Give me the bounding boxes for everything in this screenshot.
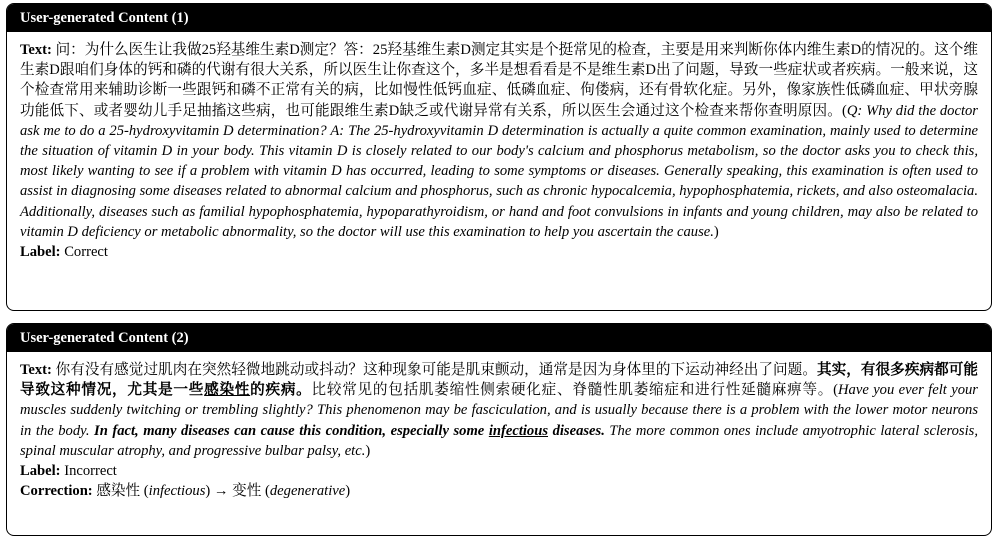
text-chinese-part1: 你有没有感觉过肌肉在突然轻微地跳动或抖动？这种现象可能是肌束颤动，通常是因为身体里的下运动神经出了问题。 bbox=[55, 362, 817, 378]
text-chinese: 问：为什么医生让我做25羟基维生素D测定？答：25羟基维生素D测定其实是个挺常见的检查，主要是用来判断你体内维生素D的情况的。这个维生素D跟咱们身体的钙和磷的代谢有很大关系，所以医生让你查这个，多半是想看看是不是维生素D出了问题，导致一些症状或者疾病。一般来说，这个检查常用来辅助诊断一些跟钙和磷不正常有关的病，比如慢性低钙血症、低磷血症、佝偻病，还有骨软化症。另外，像家族性低磷血症、甲状旁腺功能低下、或者婴幼儿手足抽搐这些病，也可能跟维生素D缺乏或代谢异常有关系，所以医生会通过这个检查来帮你查明原因。 bbox=[20, 42, 979, 119]
card-title: User-generated Content (1) bbox=[7, 4, 991, 32]
correction-to-en: degenerative bbox=[269, 483, 346, 500]
text-english-highlight: infectious bbox=[488, 422, 549, 439]
card-body bbox=[7, 32, 991, 262]
content-card-2 bbox=[6, 323, 992, 536]
text-english: Q: Why did the doctor ask me to do a 25-hydroxyvitamin D determination? A: The 25-hydroxyvitamin D determination is actually a quite common examination, mainly used to determine the situation of vitamin D in your body. This vitamin D is closely related to our body's calcium and phosphorus metabolism, so the doctor asks you to check this, most likely wanting to see if a problem with vitamin D has occurred, leading to some symptoms or diseases. Generally speaking, this examination is often used to assist in diagnosing some diseases related to abnormal calcium and phosphorus, such as chronic hypocalcemia, hypophosphatemia, rickets, and also osteomalacia. Additionally, diseases such as familial hypophosphatemia, hypoparathyroidism, or hand and foot convulsions in infants and young children, may also be related to vitamin D deficiency or metabolic abnormality, so the doctor will use this examination to help you ascertain the cause. bbox=[20, 102, 978, 240]
content-card-1 bbox=[6, 3, 992, 311]
text-label: Text: bbox=[20, 362, 52, 378]
correction-key: Correction: bbox=[20, 483, 93, 500]
text-chinese-bold2: 的疾病。 bbox=[250, 382, 312, 399]
text-chinese-highlight: 感染性 bbox=[204, 382, 251, 399]
text-english-bold1: In fact, many diseases can cause this condition, especially some bbox=[94, 422, 485, 439]
label-key: Label: bbox=[20, 463, 61, 480]
correction-line: Correction: 感染性 (infectious) → 变性 (degenerative) bbox=[20, 483, 351, 500]
label-line bbox=[20, 461, 978, 481]
label-value: Incorrect bbox=[64, 463, 117, 480]
label-value: Correct bbox=[64, 244, 108, 261]
text-label: Text: bbox=[20, 42, 52, 58]
card-body bbox=[7, 352, 991, 501]
correction-from: 感染性 bbox=[96, 483, 141, 500]
label-line bbox=[20, 242, 978, 262]
correction-arrow: → bbox=[213, 483, 229, 500]
text-chinese-bold1: 其实，有很多疾病都可能导致这种情况，尤其是一些 bbox=[20, 362, 978, 399]
correction-to: 变性 bbox=[232, 483, 262, 500]
card-title: User-generated Content (2) bbox=[7, 324, 991, 352]
label-key: Label: bbox=[20, 244, 61, 261]
text-paragraph: Text: 你有没有感觉过肌肉在突然轻微地跳动或抖动？这种现象可能是肌束颤动，通常是因为身体里的下运动神经出了问题。其实，有很多疾病都可能导致这种情况，尤其是一些感染性的疾病。比较常见的包括肌萎缩性侧索硬化症、脊髓性肌萎缩症和进行性延髓麻痹等。(Have you ever felt your muscles suddenly twitching or trembling slightly? This phenomenon may be fasciculation, and is usually because there is a problem with the lower motor neurons in the body. In fact, many diseases can cause this condition, especially some infectious diseases. The more common ones include amyotrophic lateral sclerosis, spinal muscular atrophy, and progressive bulbar palsy, etc.) bbox=[20, 362, 978, 459]
text-english-bold2: diseases. bbox=[552, 422, 605, 439]
correction-from-en: infectious bbox=[148, 483, 206, 500]
text-english-part1: Have you ever felt your muscles suddenly twitching or trembling slightly? This phenomenon may be fasciculation, and is usually because there is a problem with the lower motor neurons in the body. bbox=[20, 382, 978, 439]
text-english-part2: The more common ones include amyotrophic lateral sclerosis, spinal muscular atrophy, and progressive bulbar palsy, etc. bbox=[20, 422, 978, 459]
text-chinese-part2: 比较常见的包括肌萎缩性侧索硬化症、脊髓性肌萎缩症和进行性延髓麻痹等。 bbox=[311, 382, 834, 399]
text-paragraph: Text: 问：为什么医生让我做25羟基维生素D测定？答：25羟基维生素D测定其实是个挺常见的检查，主要是用来判断你体内维生素D的情况的。这个维生素D跟咱们身体的钙和磷的代谢有很大关系，所以医生让你查这个，多半是想看看是不是维生素D出了问题，导致一些症状或者疾病。一般来说，这个检查常用来辅助诊断一些跟钙和磷不正常有关的病，比如慢性低钙血症、低磷血症、佝偻病，还有骨软化症。另外，像家族性低磷血症、甲状旁腺功能低下、或者婴幼儿手足抽搐这些病，也可能跟维生素D缺乏或代谢异常有关系，所以医生会通过这个检查来帮你查明原因。(Q: Why did the doctor ask me to do a 25-hydroxyvitamin D determination? A: The 25-hydroxyvitamin D determination is actually a quite common examination, mainly used to determine the situation of vitamin D in your body. This vitamin D is closely related to our body's calcium and phosphorus metabolism, so the doctor asks you to check this, most likely wanting to see if a problem with vitamin D has occurred, leading to some symptoms or diseases. Generally speaking, this examination is often used to assist in diagnosing some diseases related to abnormal calcium and phosphorus, such as chronic hypocalcemia, hypophosphatemia, rickets, and also osteomalacia. Additionally, diseases such as familial hypophosphatemia, hypoparathyroidism, or hand and foot convulsions in infants and young children, may also be related to vitamin D deficiency or metabolic abnormality, so the doctor will use this examination to help you ascertain the cause.) bbox=[20, 42, 979, 240]
